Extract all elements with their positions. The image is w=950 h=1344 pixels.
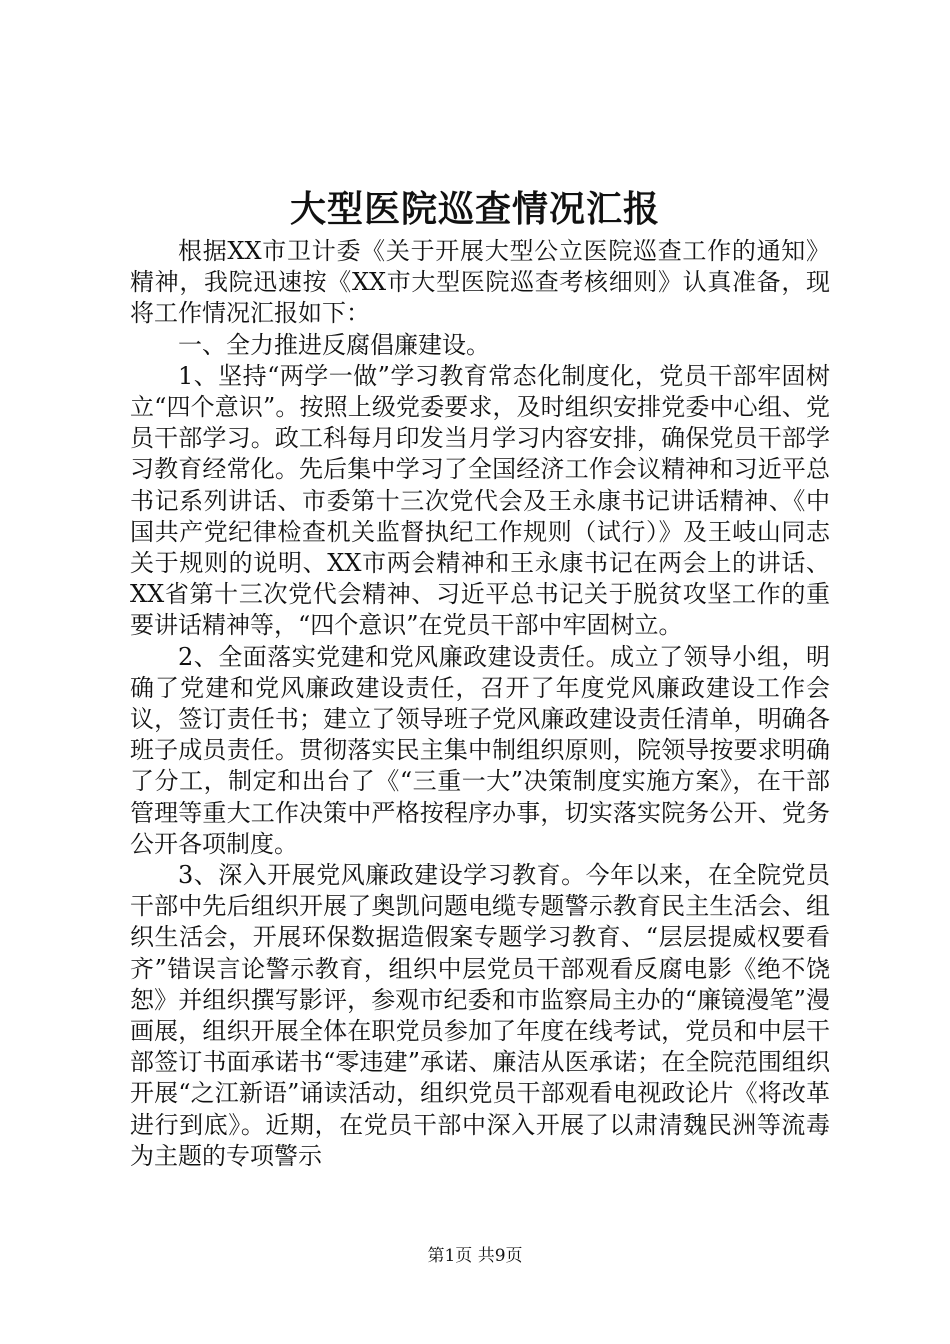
page-number-footer: 第1页 共9页 xyxy=(427,1246,523,1266)
document-body xyxy=(130,236,830,1172)
paragraph-item-3: 3、深入开展党风廉政建设学习教育。今年以来，在全院党员干部中先后组织开展了奥凯问题电缆专题警示教育民主生活会、组织生活会，开展环保数据造假案专题学习教育、“层层提威权要看齐”错误言论警示教育，组织中层党员干部观看反腐电影《绝不饶恕》并组织撰写影评，参观市纪委和市监察局主办的“廉镜漫笔”漫画展，组织开展全体在职党员参加了年度在线考试，党员和中层干部签订书面承诺书“零违建”承诺、廉洁从医承诺；在全院范围组织开展“之江新语”诵读活动，组织党员干部观看电视政论片《将改革进行到底》。近期，在党员干部中深入开展了以肃清魏民洲等流毒为主题的专项警示 xyxy=(130,861,830,1170)
paragraph-item-2: 2、全面落实党建和党风廉政建设责任。成立了领导小组，明确了党建和党风廉政建设责任，召开了年度党风廉政建设工作会议，签订责任书；建立了领导班子党风廉政建设责任清单，明确各班子成员责任。贯彻落实民主集中制组织原则，院领导按要求明确了分工，制定和出台了《“三重一大”决策制度实施方案》，在干部管理等重大工作决策中严格按程序办事，切实落实院务公开、党务公开各项制度。 xyxy=(130,642,830,858)
paragraph-item-1: 1、坚持“两学一做”学习教育常态化制度化，党员干部牢固树立“四个意识”。按照上级党委要求，及时组织安排党委中心组、党员干部学习。政工科每月印发当月学习内容安排，确保党员干部学习教育经常化。先后集中学习了全国经济工作会议精神和习近平总书记系列讲话、市委第十三次党代会及王永康书记讲话精神、《中国共产党纪律检查机关监督执纪工作规则（试行）》及王岐山同志关于规则的说明、XX市两会精神和王永康书记在两会上的讲话、XX省第十三次党代会精神、习近平总书记关于脱贫攻坚工作的重要讲话精神等，“四个意识”在党员干部中牢固树立。 xyxy=(130,361,830,640)
section-heading-1: 一、全力推进反腐倡廉建设。 xyxy=(178,330,490,359)
paragraph-intro: 根据XX市卫计委《关于开展大型公立医院巡查工作的通知》精神，我院迅速按《XX市大型医院巡查考核细则》认真准备，现将工作情况汇报如下： xyxy=(130,237,830,328)
document-title: 大型医院巡查情况汇报 xyxy=(289,188,660,230)
